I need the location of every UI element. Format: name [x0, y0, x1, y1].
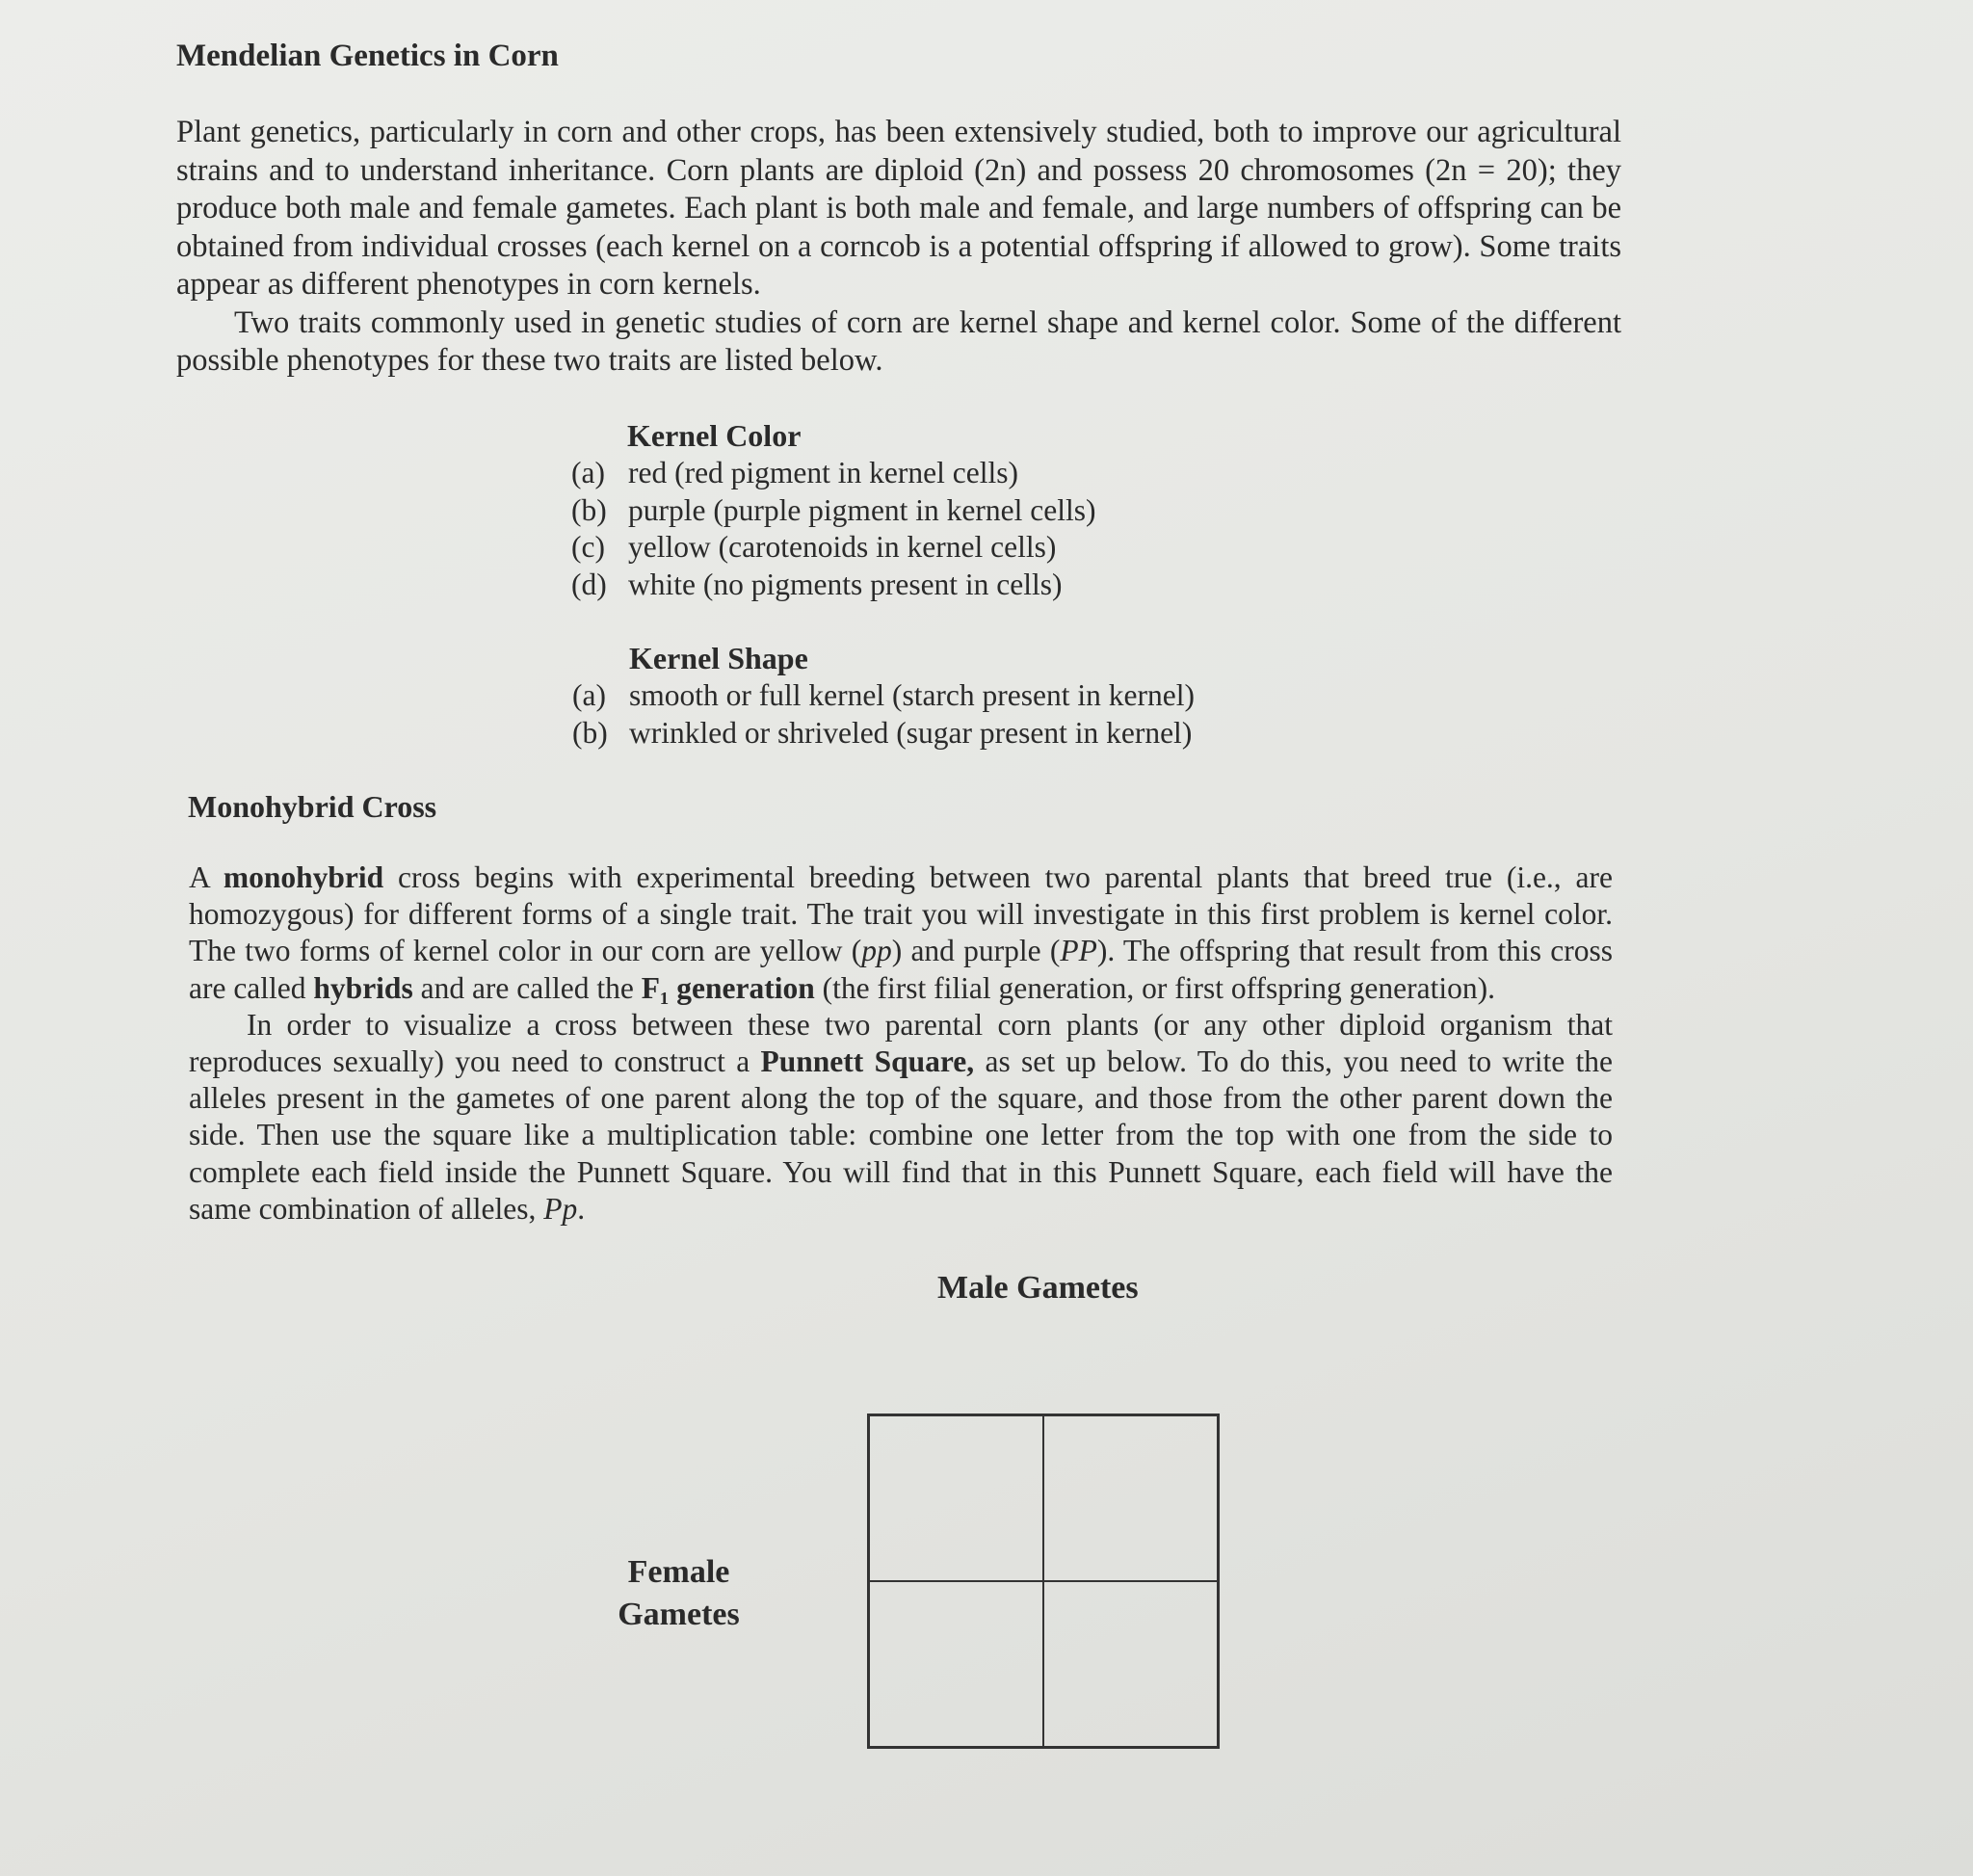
punnett-cell-bottom-right[interactable]: [1043, 1581, 1218, 1747]
list-item: [571, 492, 1095, 530]
text-run: and are called the: [412, 970, 642, 1005]
list-item: [572, 715, 1195, 753]
intro-paragraph-2: Two traits commonly used in genetic studies of corn are kernel shape and kernel color. Some of the different possible phenotypes for these two traits are listed below.: [176, 304, 1621, 378]
list-item: [572, 677, 1195, 715]
list-item-text: wrinkled or shriveled (sugar present in kernel): [629, 715, 1193, 750]
kernel-color-heading: Kernel Color: [627, 418, 802, 453]
text-run: A: [189, 860, 224, 894]
list-item: [571, 567, 1095, 604]
monohybrid-text: [189, 859, 1613, 1228]
list-item-text: red (red pigment in kernel cells): [628, 456, 1018, 489]
list-item: [571, 529, 1095, 567]
text-run: .: [577, 1191, 586, 1226]
female-label-line-1: Female: [627, 1554, 730, 1590]
male-gametes-label: Male Gametes: [937, 1270, 1139, 1306]
punnett-cell-bottom-left[interactable]: [869, 1581, 1043, 1747]
text-run: In order to visualize a cross between these two parental corn plants (or any other diploid organism that reproduces sexually) you need to construct a: [189, 1007, 1613, 1079]
text-run: ). The offspring that result from this cross are called: [189, 934, 1613, 1005]
intro-paragraph-1: Plant genetics, particularly in corn and other crops, has been extensively studied, both to improve our agricultural strains and to understand inheritance. Corn plants are diploid (2n) and possess 20 chromosomes (2n = 20); they produce both male and female gametes. Each plant is both male and female, and large numbers of offspring can be obtained from individual crosses (each kernel on a corncob is a potential offspring if allowed to grow). Some traits appear as different phenotypes in corn kernels.: [176, 115, 1621, 302]
text-run: cross begins with experimental breeding between two parental plants that breed true (i.e., are homozygous) for different forms of a single trait. The trait you will investigate in this first problem is kernel color. The two forms of kernel color in our corn are yellow (: [189, 860, 1613, 968]
list-item: [571, 455, 1095, 492]
list-item-text: yellow (carotenoids in kernel cells): [628, 530, 1057, 564]
genotype-pp: pp: [861, 934, 892, 968]
term-punnett-square: Punnett Square,: [760, 1044, 975, 1079]
female-label-line-2: Gametes: [618, 1597, 740, 1632]
list-marker: (a): [572, 678, 606, 712]
monohybrid-heading: Monohybrid Cross: [188, 789, 437, 824]
list-item-text: smooth or full kernel (starch present in kernel): [629, 678, 1195, 712]
list-item-text: white (no pigments present in cells): [628, 567, 1063, 601]
monohybrid-paragraph-2: [189, 1007, 1613, 1228]
genotype-Pp: Pp: [543, 1191, 578, 1226]
monohybrid-paragraph-1: [189, 859, 1613, 1007]
kernel-shape-list: [572, 677, 1195, 752]
text-run: (the first filial generation, or first offspring generation).: [814, 970, 1495, 1005]
term-monohybrid: monohybrid: [223, 860, 384, 894]
term-f1-generation: F₁ generation: [641, 970, 815, 1005]
punnett-cell-top-right[interactable]: [1043, 1415, 1218, 1581]
list-marker: (d): [571, 567, 607, 601]
text-run: as set up below. To do this, you need to write the alleles present in the gametes of one parent along the top of the square, and those from the other parent down the side. Then use the square like a multiplication table: combine one letter from the top with one from the side to complete each field inside the Punnett Square. You will find that in this Punnett Square, each field will have the same combination of alleles,: [189, 1044, 1613, 1226]
term-hybrids: hybrids: [313, 970, 413, 1005]
list-marker: (b): [572, 715, 608, 750]
intro-text: [176, 114, 1621, 381]
punnett-cell-top-left[interactable]: [869, 1415, 1043, 1581]
page-title: Mendelian Genetics in Corn: [176, 39, 559, 73]
list-marker: (a): [571, 456, 605, 489]
list-marker: (c): [571, 530, 605, 564]
kernel-shape-heading: Kernel Shape: [629, 641, 808, 675]
text-run: ) and purple (: [891, 934, 1061, 968]
punnett-square: [867, 1414, 1220, 1749]
kernel-color-list: [571, 455, 1095, 603]
genotype-PP: PP: [1060, 934, 1097, 968]
female-gametes-label: [609, 1551, 749, 1636]
list-item-text: purple (purple pigment in kernel cells): [628, 492, 1096, 527]
list-marker: (b): [571, 492, 607, 527]
